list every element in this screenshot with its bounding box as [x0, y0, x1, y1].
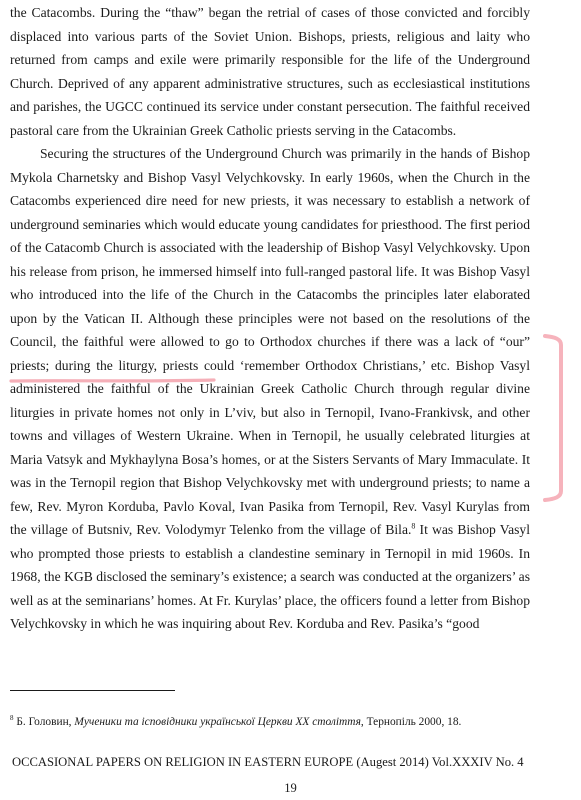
running-footer: OCCASIONAL PAPERS ON RELIGION IN EASTERN EUROPE (Augest 2014) Vol.XXXIV No. 4	[12, 755, 524, 769]
footnote-reference: 8	[411, 521, 416, 531]
footnote-text-after: , Тернопіль 2000, 18.	[360, 716, 462, 728]
highlighter-underline	[9, 377, 217, 386]
footnote-text-before: Б. Головин,	[13, 716, 75, 728]
paragraph	[10, 1, 530, 142]
footnote-title: Мученики та ісповідники української Церкви ХХ століття	[74, 716, 361, 728]
paragraph	[10, 142, 530, 636]
body-text	[10, 1, 530, 636]
paragraph-text: the Catacombs. During the “thaw” began the retrial of cases of those convicted and forcibly displaced into various parts of the Soviet Union. Bishops, priests, religious and laity who returned from camps and exile were primarily responsible for the life of the Underground Church. Deprived of any apparent administrative structures, such as ecclesiastical institutions and parishes, the UGCC continued its service under constant persecution. The faithful received pastoral care from the Ukrainian Greek Catholic priests serving in the Catacombs.	[10, 5, 530, 138]
paragraph-text: Securing the structures of the Underground Church was primarily in the hands of Bishop Mykola Charnetsky and Bishop Vasyl Velychkovsky. In early 1960s, when the Church in the Catacombs experienced dire need for new priests, it was necessary to establish a network of underground seminaries which would educate young candidates for priesthood. The first period of the Catacomb Church is associated with the leadership of Bishop Vasyl Velychkovsky. Upon his release from prison, he immersed himself into full-ranged pastoral life. It was Bishop Vasyl who introduced into the life of the Church in the Catacombs the principles later elaborated upon by the Vatican II. Although these principles were not based on the resolutions of the Council, the faithful were allowed to go to Orthodox churches if there was a lack of “our” priests; during the liturgy, priests could ‘remember Orthodox Christians,’ etc. Bishop Vasyl administered the faithful of the Ukrainian Greek Catholic Church through regular divine liturgies in private homes not only in L’viv, but also in Ternopil, Ivano-Frankivsk, and other towns and villages of Western Ukraine. When in Ternopil, he usually celebrated liturgies at Maria Vatsyk and Mykhaylyna Bosa’s homes, or at the Sisters Servants of Mary Immaculate. It was in the Ternopil region that Bishop Velychkovsky met with underground priests; to name a few, Rev. Myron Korduba, Pavlo Koval, Ivan Pasika from Ternopil, Rev. Vasyl Kurylas from the village of Butsniv, Rev. Volodymyr Telenko from the village of Bila.	[10, 146, 530, 537]
highlighter-bracket	[541, 333, 567, 503]
page-number: 19	[284, 781, 297, 795]
footnote-number: 8	[10, 714, 14, 723]
footnote	[10, 714, 461, 730]
paragraph-text: It was Bishop Vasyl who prompted those priests to establish a clandestine seminary in Ternopil in mid 1960s. In 1968, the KGB disclosed the seminary’s existence; a search was conducted at the organizers’ as well as at the seminarians’ homes. At Fr. Kurylas’ place, the officers found a letter from Bishop Velychkovsky in which he was inquiring about Rev. Korduba and Rev. Pasika’s “good	[10, 522, 530, 631]
footnote-divider	[10, 690, 175, 691]
